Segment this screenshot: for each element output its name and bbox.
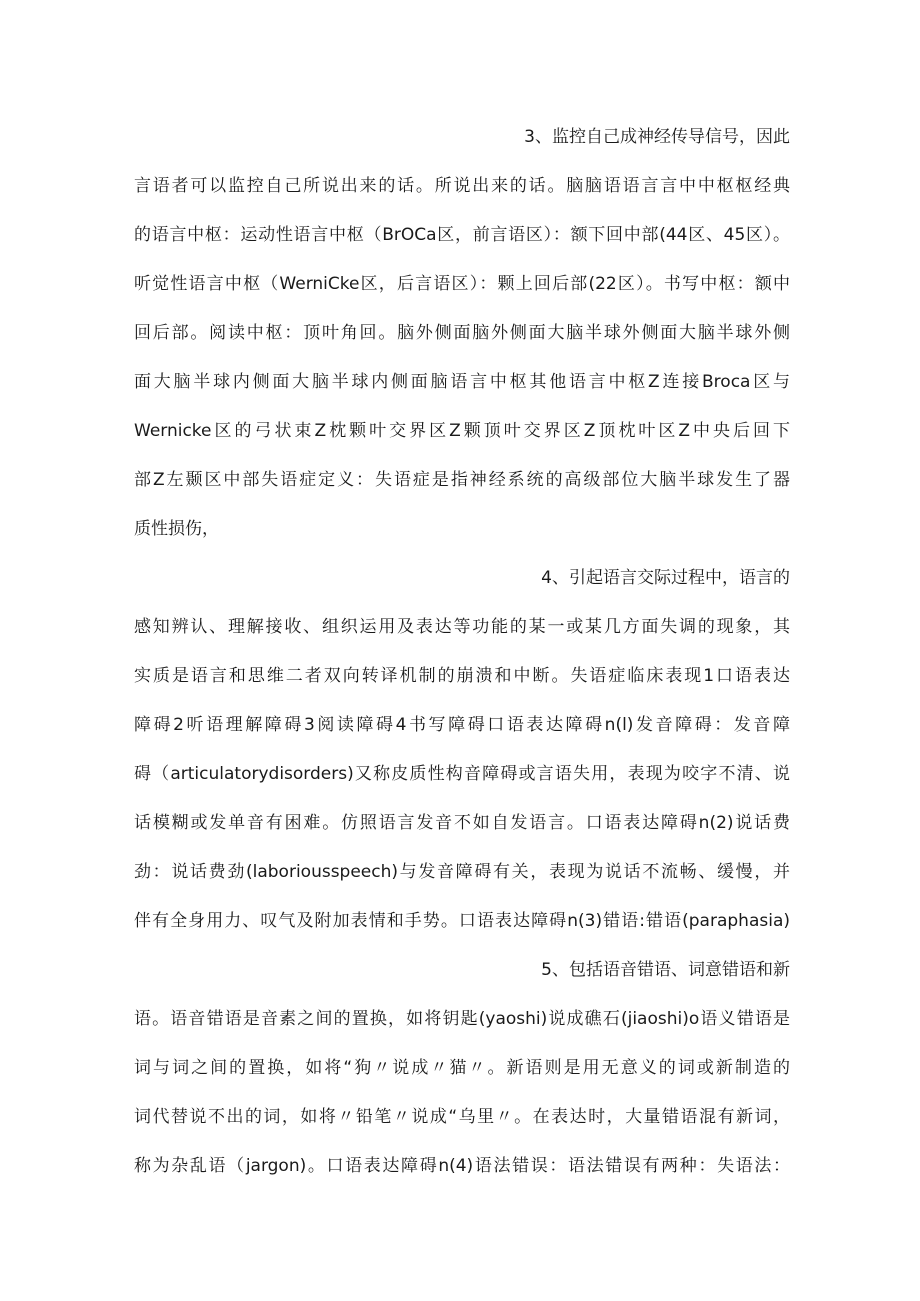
paragraph-line: 言语者可以监控自己所说出来的话。所说出来的话。脑脑语语言言中中枢枢经典 [134,176,790,196]
paragraph-line: 称为杂乱语（jargon)。口语表达障碍n(4)语法错误：语法错误有两种：失语法： [134,1156,790,1176]
paragraph-line: 听觉性语言中枢（WerniCke区，后言语区）：颗上回后部(22区）。书写中枢：额中 [134,274,790,294]
paragraph-line: 实质是语言和思维二者双向转译机制的崩溃和中断。失语症临床表现1口语表达 [134,666,790,686]
paragraph-line: 感知辨认、理解接收、组织运用及表达等功能的某一或某几方面失调的现象，其 [134,617,790,637]
paragraph-line: 回后部。阅读中枢：顶叶角回。脑外侧面脑外侧面大脑半球外侧面大脑半球外侧 [134,323,790,343]
body-text [134,113,790,1191]
paragraph-line: 障碍2听语理解障碍3阅读障碍4书写障碍口语表达障碍n(l)发音障碍：发音障 [134,715,790,735]
section-3-heading-line: 3、监控自己成神经传导信号，因此 [524,127,790,147]
paragraph-line: 语。语音错语是音素之间的置换，如将钥匙(yaoshi)说成礁石(jiaoshi)o语义错语是 [134,1009,790,1029]
paragraph-line: 面大脑半球内侧面大脑半球内侧面脑语言中枢其他语言中枢Z连接Broca区与 [134,372,790,392]
paragraph-line: 伴有全身用力、叹气及附加表情和手势。口语表达障碍n(3)错语:错语(paraphasia) [134,911,790,931]
paragraph-line: 部Z左颞区中部失语症定义：失语症是指神经系统的高级部位大脑半球发生了器 [134,470,790,490]
paragraph-line: 词代替说不出的词，如将〃铅笔〃说成“乌里〃。在表达时，大量错语混有新词， [134,1107,790,1127]
paragraph-line: 的语言中枢：运动性语言中枢（BrOCa区，前言语区）：额下回中部(44区、45区）。 [134,225,790,245]
paragraph-line: 劲：说话费劲(laboriousspeech)与发音障碍有关，表现为说话不流畅、缓慢，并 [134,862,790,882]
paragraph-line: 碍（articulatorydisorders)又称皮质性构音障碍或言语失用，表现为咬字不清、说 [134,764,790,784]
paragraph-line: 词与词之间的置换，如将“狗〃说成〃猫〃。新语则是用无意义的词或新制造的 [134,1058,790,1078]
paragraph-line: Wernicke区的弓状束Z枕颗叶交界区Z颗顶叶交界区Z顶枕叶区Z中央后回下 [134,421,790,441]
paragraph-line: 话模糊或发单音有困难。仿照语言发音不如自发语言。口语表达障碍n(2)说话费 [134,813,790,833]
section-4-heading-line: 4、引起语言交际过程中，语言的 [541,568,790,588]
section-5-heading-line: 5、包括语音错语、词意错语和新 [541,960,790,980]
paragraph-last-line: 质性损伤， [134,519,219,539]
